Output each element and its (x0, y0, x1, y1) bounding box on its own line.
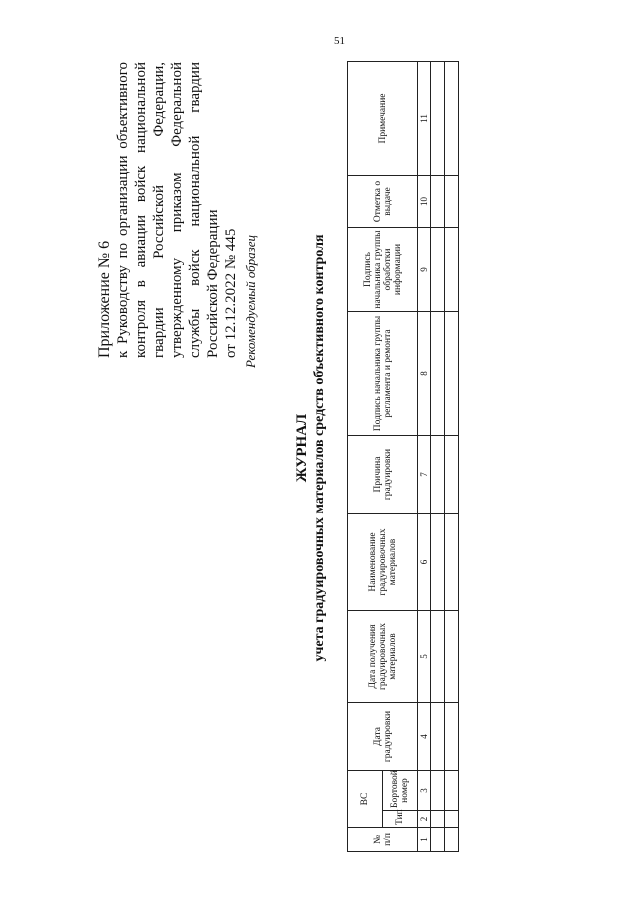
column-number: 4 (418, 703, 431, 771)
table-cell (431, 611, 445, 703)
table-cell (445, 611, 459, 703)
column-number: 1 (418, 828, 431, 852)
col-receipt-date-header: Дата получения градуировочных материалов (348, 611, 418, 703)
table-cell (431, 828, 445, 852)
table-cell (431, 312, 445, 436)
table-cell (445, 828, 459, 852)
table-cell (445, 811, 459, 828)
table-cell (445, 62, 459, 176)
col-tail-number-header: Бортовой номер (383, 771, 418, 811)
column-number: 9 (418, 228, 431, 312)
appendix-line: Приложение № 6 (96, 240, 113, 358)
table-cell (431, 514, 445, 611)
sample-note: Рекомендуемый образец (243, 234, 258, 368)
col-processing-signature-header: Подпись начальника группы обработки информации (348, 228, 418, 312)
journal-title: ЖУРНАЛ (294, 413, 310, 483)
appendix-line: к Руководству по организации объективного (115, 62, 131, 358)
appendix-line: от 12.12.2022 № 445 (223, 228, 239, 358)
col-aircraft-group-header: ВС (348, 771, 383, 828)
col-notes-header: Примечание (348, 62, 418, 176)
column-number: 5 (418, 611, 431, 703)
col-maintenance-signature-header: Подпись начальника группы регламента и ремонта (348, 312, 418, 436)
table-row (445, 62, 459, 852)
column-number: 2 (418, 811, 431, 828)
column-number: 7 (418, 436, 431, 514)
appendix-line: гвардии Российской Федерации, (151, 62, 167, 358)
table-cell (431, 228, 445, 312)
column-number: 8 (418, 312, 431, 436)
table-cell (431, 62, 445, 176)
col-materials-name-header: Наименование градуировочных материалов (348, 514, 418, 611)
appendix-line: службы войск национальной гвардии (187, 62, 203, 358)
table-cell (445, 771, 459, 811)
col-type-header: Тип (383, 811, 418, 828)
column-number: 10 (418, 176, 431, 228)
table-cell (431, 176, 445, 228)
col-calibration-date-header: Дата градуировки (348, 703, 418, 771)
table-cell (445, 436, 459, 514)
rotated-page-content (40, 28, 600, 868)
appendix-line: контроля в авиации войск национальной (133, 62, 149, 358)
col-number-header: № п/п (348, 828, 418, 852)
table-header-row (348, 62, 383, 852)
table-cell (431, 771, 445, 811)
col-reason-header: Причина градуировки (348, 436, 418, 514)
table-cell (431, 811, 445, 828)
column-number: 6 (418, 514, 431, 611)
journal-table (347, 61, 459, 852)
table-cell (445, 228, 459, 312)
appendix-header (96, 62, 240, 358)
appendix-line: Российской Федерации (205, 209, 221, 358)
table-cell (445, 312, 459, 436)
column-numbers-row (418, 62, 431, 852)
table-cell (431, 436, 445, 514)
column-number: 3 (418, 771, 431, 811)
column-number: 11 (418, 62, 431, 176)
table-cell (445, 703, 459, 771)
table-cell (431, 703, 445, 771)
table-cell (445, 514, 459, 611)
table-row (431, 62, 445, 852)
table-cell (445, 176, 459, 228)
journal-subtitle: учета градуировочных материалов средств объективного контроля (312, 234, 327, 662)
col-issue-mark-header: Отметка о выдаче (348, 176, 418, 228)
page-number: 51 (334, 35, 345, 47)
appendix-line: утвержденному приказом Федеральной (169, 62, 185, 358)
